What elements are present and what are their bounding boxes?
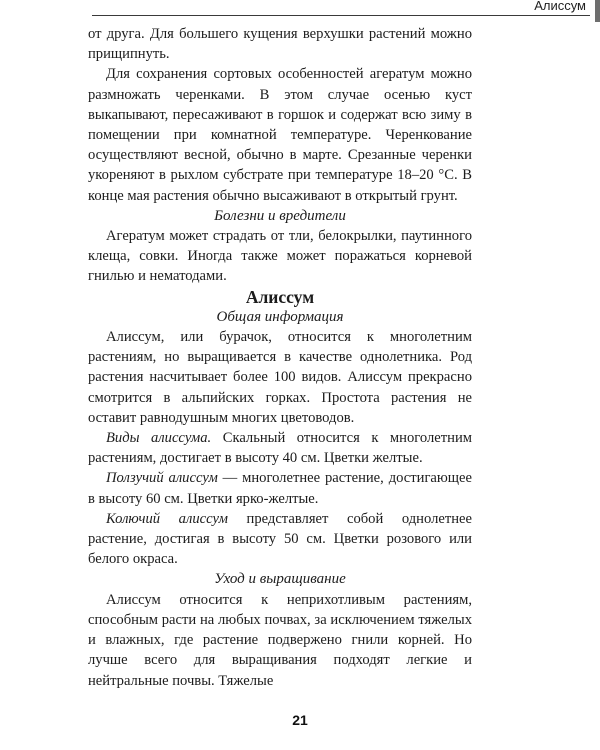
prickly-text: представляет собой однолетнее растение, достигая в высоту 50 см. Цветки розового или белого окраса. — [88, 510, 472, 568]
paragraph-continuation: от друга. Для большего кущения верхушки растений можно прищипнуть. — [88, 26, 472, 63]
creeping-label: Ползучий алиссум — [106, 470, 218, 487]
paragraph-creeping — [88, 468, 472, 508]
subheading-diseases: Болезни и вредители — [214, 207, 346, 224]
header-rule — [92, 15, 590, 16]
species-text: Скальный относится к многолетним растениям, достигает в высоту 40 см. Цветки желтые. — [88, 430, 472, 467]
creeping-text: — многолетнее растение, достигающее в высоту 60 см. Цветки ярко-желтые. — [88, 470, 472, 507]
prickly-label: Колючий алиссум — [106, 510, 228, 527]
paragraph-species — [88, 428, 472, 468]
page-number: 21 — [292, 712, 308, 728]
paragraph-prickly — [88, 509, 472, 570]
subheading-care: Уход и выращивание — [214, 571, 346, 588]
paragraph-general-info: Алиссум, или бурачок, относится к многолетним растениям, но выращивается в качестве однолетника. Род растения насчитывает более 100 видов. Алиссум прекрасно смотрится в альпийских горках. Простота растения не оставит равнодушным многих цветоводов. — [88, 329, 472, 426]
paragraph-care: Алиссум относится к неприхотливым растениям, способным расти на любых почвах, за исключением тяжелых и влажных, где растение подвержено гнили корней. Но лучше всего для выращивания подходят легкие и нейтральные почвы. Тяжелые — [88, 591, 472, 689]
page-body — [88, 24, 472, 691]
paragraph-propagation: Для сохранения сортовых особенностей агератум можно размножать черенками. В этом случае осенью куст выкапывают, пересаживают в горшок и содержат всю зиму в помещении при комнатной температуре. Черенкование осуществляют весной, обычно в марте. Срезанные черенки укореняют в рыхлом субстрате при температуре 18–20 °С. В конце мая растения обычно высаживают в открытый грунт. — [88, 66, 472, 204]
subheading-general-info: Общая информация — [216, 308, 344, 325]
chapter-title: Алиссум — [245, 286, 315, 307]
species-label: Виды алиссума. — [106, 430, 212, 447]
thumb-index-mark — [595, 0, 600, 22]
paragraph-diseases: Агератум может страдать от тли, белокрылки, паутинного клеща, совки. Иногда также может поражаться корневой гнилью и нематодами. — [88, 228, 472, 285]
running-head: Алиссум — [534, 0, 586, 13]
